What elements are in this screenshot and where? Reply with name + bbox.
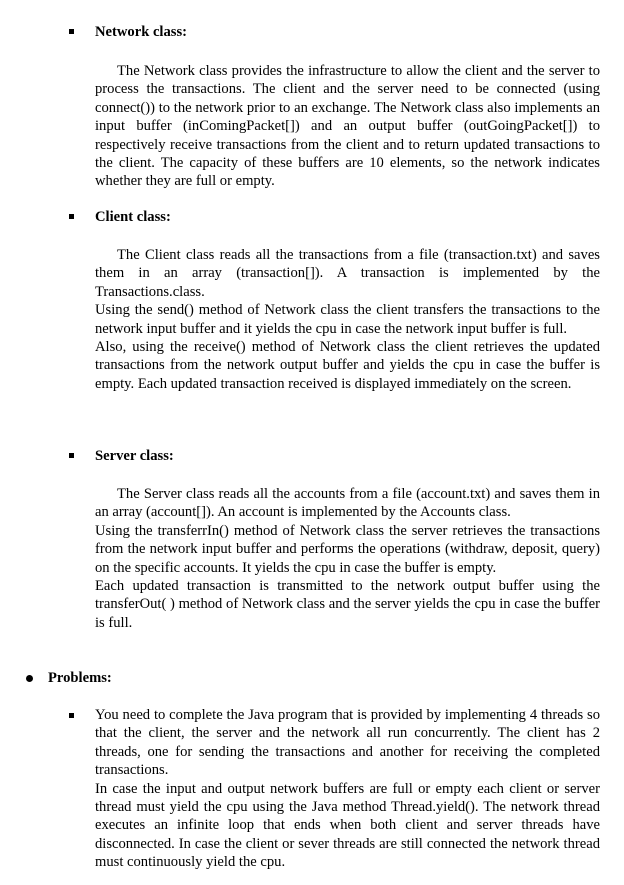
paragraph: You need to complete the Java program that is provided by implementing 4 threads so that the client, the server and the network all run concurrently. The client has 2 threads, one for sending the transactions and another for receiving the completed transactions. xyxy=(95,707,600,779)
paragraph: The Network class provides the infrastructure to allow the client and the server to process the transactions. The client and the server need to be connected (using connect()) to the network prior to an exchange. The Network class also implements an input buffer (inComingPacket[]) and an output buffer (outGoingPacket[]) to respectively receive transactions from the client and to return updated transactions to the client. The capacity of these buffers are 10 elements, so the network indicates whether they are full or empty. xyxy=(95,63,600,190)
paragraph: The Client class reads all the transactions from a file (transaction.txt) and saves them in an array (transaction[]). A transaction is implemented by the Transactions.class. xyxy=(95,247,600,300)
network-class-body xyxy=(95,62,600,191)
problems-heading: Problems: xyxy=(48,670,112,686)
section-bullet xyxy=(69,453,74,458)
paragraph: Using the transferrIn() method of Network class the server retrieves the transactions from the network input buffer and performs the operations (withdraw, deposit, query) on the specific accounts. It yields the cpu in case the buffer is empty. xyxy=(95,522,600,576)
client-class-heading: Client class: xyxy=(95,209,171,225)
problems-bullet xyxy=(26,675,33,682)
server-class-body xyxy=(95,485,600,632)
section-bullet xyxy=(69,29,74,34)
paragraph: In case the input and output network buffers are full or empty each client or server thread must yield the cpu using the Java method Thread.yield(). The network thread executes an infinite loop that ends when both client and server threads have disconnected. In case the client or sever threads are still connected the network thread must continuously yield the cpu. xyxy=(95,780,600,871)
paragraph: Each updated transaction is transmitted to the network output buffer using the transferOut( ) method of Network class and the server yields the cpu in case the buffer is full. xyxy=(95,578,600,631)
paragraph: Using the send() method of Network class the client transfers the transactions to the network input buffer and it yields the cpu in case the network input buffer is full. xyxy=(95,302,600,337)
paragraph: The Server class reads all the accounts from a file (account.txt) and saves them in an array (account[]). An account is implemented by the Accounts class. xyxy=(95,486,600,521)
paragraph: Also, using the receive() method of Network class the client retrieves the updated transactions from the network output buffer and yields the cpu in case the buffer is empty. Each updated transaction received is displayed immediately on the screen. xyxy=(95,339,600,392)
problem-bullet xyxy=(69,713,74,718)
problems-body xyxy=(95,706,600,872)
section-bullet xyxy=(69,214,74,219)
client-class-body xyxy=(95,246,600,393)
server-class-heading: Server class: xyxy=(95,448,174,464)
network-class-heading: Network class: xyxy=(95,24,188,40)
